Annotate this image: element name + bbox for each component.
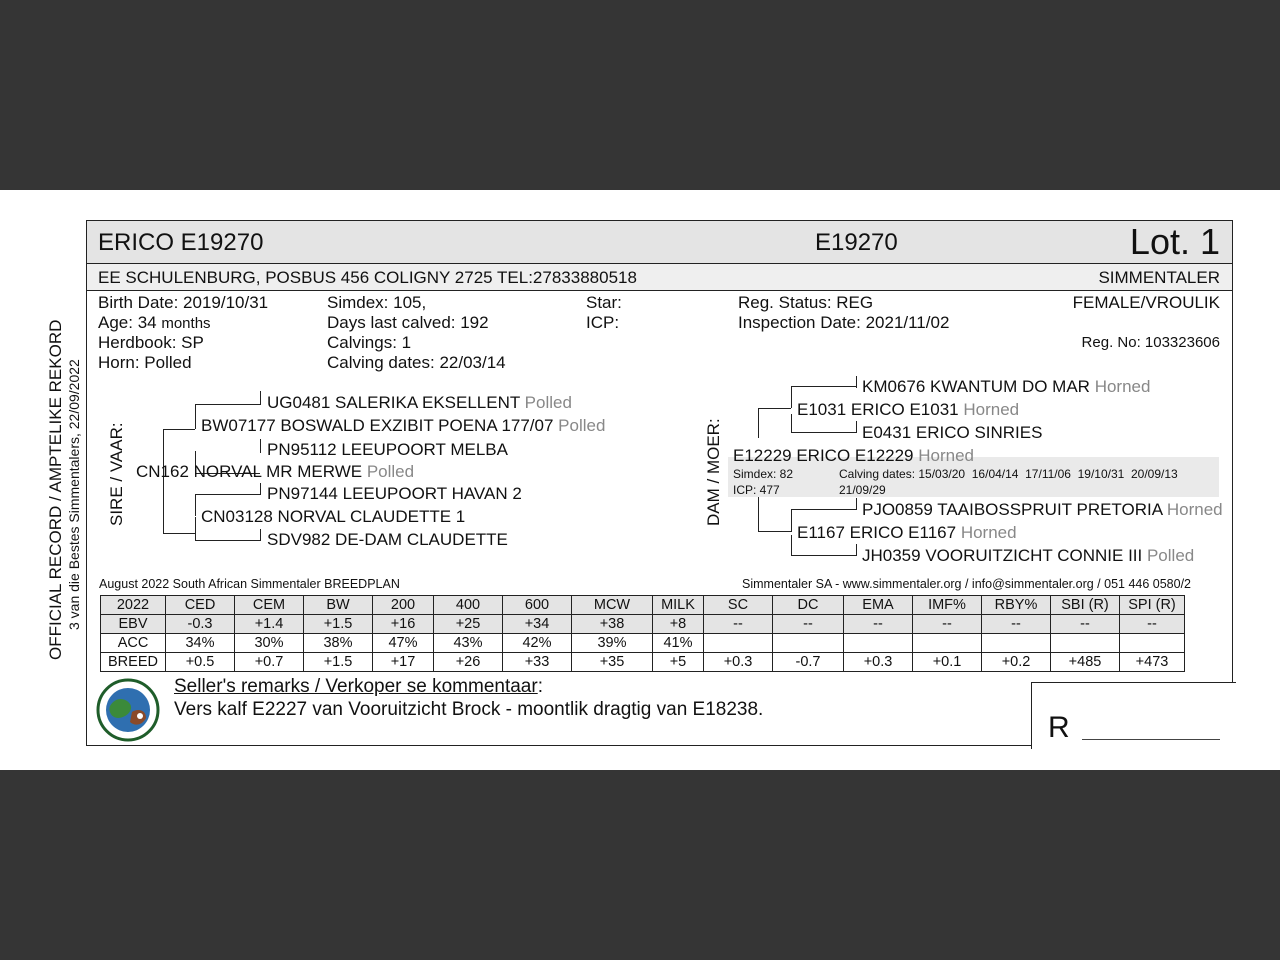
table-header-cell: CEM bbox=[235, 596, 304, 615]
card-header bbox=[87, 221, 1232, 264]
animal-name: ERICO E19270 bbox=[98, 229, 264, 256]
table-cell: 42% bbox=[503, 634, 572, 653]
owner-bar bbox=[87, 264, 1232, 291]
table-cell: +473 bbox=[1120, 653, 1185, 672]
table-header-cell: 400 bbox=[434, 596, 503, 615]
breedplan-table bbox=[100, 595, 1185, 672]
table-cell: -- bbox=[704, 615, 773, 634]
table-cell bbox=[1120, 634, 1185, 653]
price-label: R bbox=[1048, 711, 1070, 744]
table-cell bbox=[844, 634, 913, 653]
table-cell: +0.7 bbox=[235, 653, 304, 672]
age bbox=[98, 313, 211, 333]
table-cell: +0.1 bbox=[913, 653, 982, 672]
remarks-text: Vers kalf E2227 van Vooruitzicht Brock - moontlik dragtig van E18238. bbox=[174, 699, 764, 720]
official-record-label: OFFICIAL RECORD / AMPTELIKE REKORD bbox=[46, 319, 65, 660]
simdex: Simdex: 105, bbox=[327, 293, 427, 312]
reg-number: Reg. No: 103323606 bbox=[1081, 334, 1220, 351]
dam-calving-dates: Calving dates: 15/03/20 16/04/14 17/11/06 19/10/31 20/09/13 bbox=[839, 467, 1178, 481]
sire-label: SIRE / VAAR: bbox=[107, 422, 126, 526]
pedigree-dds-name: PJO0859 TAAIBOSSPRUIT PRETORIA bbox=[862, 500, 1163, 519]
table-cell: EBV bbox=[101, 615, 166, 634]
table-cell: -- bbox=[1051, 615, 1120, 634]
pedigree-dam-name: E12229 ERICO E12229 bbox=[733, 446, 914, 465]
pedigree-dsd-name: E0431 ERICO SINRIES bbox=[862, 423, 1043, 442]
table-cell: +8 bbox=[653, 615, 704, 634]
pedigree-dam-sire-name: E1031 ERICO E1031 bbox=[797, 400, 959, 419]
table-cell: -0.7 bbox=[773, 653, 844, 672]
table-header-cell: SPI (R) bbox=[1120, 596, 1185, 615]
pedigree-ddd-horn: Polled bbox=[1146, 546, 1195, 565]
pedigree-dam-dam-horn: Horned bbox=[960, 523, 1017, 542]
pedigree-sdd-name: SDV982 DE-DAM CLAUDETTE bbox=[267, 530, 508, 549]
animal-card bbox=[86, 220, 1233, 746]
pedigree-dam-sire bbox=[797, 400, 1019, 420]
table-header-cell: MILK bbox=[653, 596, 704, 615]
table-cell: +25 bbox=[434, 615, 503, 634]
pedigree-sire-sire-name: BW07177 BOSWALD EXZIBIT POENA 177/07 bbox=[201, 416, 554, 435]
breedplan-contact: Simmentaler SA - www.simmentaler.org / info@simmentaler.org / 051 446 0580/2 bbox=[742, 577, 1192, 591]
table-row-breed bbox=[101, 653, 1185, 672]
table-header-row bbox=[101, 596, 1185, 615]
table-cell: 41% bbox=[653, 634, 704, 653]
herdbook: Herdbook: SP bbox=[98, 333, 204, 352]
pedigree-sire-dam bbox=[201, 507, 465, 527]
horn-status: Horn: Polled bbox=[98, 353, 192, 372]
pedigree-sds-name: PN97144 LEEUPOORT HAVAN 2 bbox=[267, 484, 522, 503]
inspection-date: Inspection Date: 2021/11/02 bbox=[738, 313, 950, 332]
table-header-cell: 200 bbox=[373, 596, 434, 615]
table-cell bbox=[913, 634, 982, 653]
table-cell: -- bbox=[773, 615, 844, 634]
dam-label: DAM / MOER: bbox=[704, 418, 723, 526]
pedigree-dam-dam bbox=[797, 523, 1017, 543]
table-cell: +485 bbox=[1051, 653, 1120, 672]
table-cell bbox=[1051, 634, 1120, 653]
pedigree-sire-dam-name: CN03128 NORVAL CLAUDETTE 1 bbox=[201, 507, 466, 526]
lot-card-sheet bbox=[0, 190, 1280, 770]
pedigree-dss-horn: Horned bbox=[1094, 377, 1151, 396]
table-cell: 39% bbox=[572, 634, 653, 653]
price-line bbox=[1082, 739, 1220, 740]
table-cell: +33 bbox=[503, 653, 572, 672]
table-cell: -0.3 bbox=[166, 615, 235, 634]
pedigree-sire-sire bbox=[201, 416, 605, 436]
table-cell: +35 bbox=[572, 653, 653, 672]
table-cell: 43% bbox=[434, 634, 503, 653]
star: Star: bbox=[586, 293, 622, 312]
dam-icp: ICP: 477 bbox=[733, 483, 780, 497]
table-cell: ACC bbox=[101, 634, 166, 653]
pedigree-sire-horn: Polled bbox=[366, 462, 415, 481]
table-header-cell: EMA bbox=[844, 596, 913, 615]
table-cell: +38 bbox=[572, 615, 653, 634]
pedigree-sss bbox=[267, 393, 572, 413]
pedigree-dsd bbox=[862, 423, 1042, 443]
table-row-ebv bbox=[101, 615, 1185, 634]
table-header-cell: BW bbox=[304, 596, 373, 615]
table-cell: 34% bbox=[166, 634, 235, 653]
pedigree-ddd-name: JH0359 VOORUITZICHT CONNIE III bbox=[862, 546, 1143, 565]
sale-date-label: 3 van die Bestes Simmentalers, 22/09/2022 bbox=[66, 359, 82, 630]
pedigree-sire bbox=[136, 462, 414, 482]
table-cell bbox=[704, 634, 773, 653]
simmentaler-logo-icon bbox=[96, 678, 160, 742]
sex: FEMALE/VROULIK bbox=[1072, 293, 1220, 312]
table-header-cell: MCW bbox=[572, 596, 653, 615]
table-cell: +17 bbox=[373, 653, 434, 672]
table-cell: 47% bbox=[373, 634, 434, 653]
table-cell bbox=[773, 634, 844, 653]
table-header-cell: DC bbox=[773, 596, 844, 615]
breedplan-source: August 2022 South African Simmentaler BREEDPLAN bbox=[99, 577, 400, 591]
lot-number: Lot. 1 bbox=[1129, 221, 1220, 262]
pedigree-sss-horn: Polled bbox=[524, 393, 572, 412]
days-last-calved: Days last calved: 192 bbox=[327, 313, 489, 332]
table-cell: +0.3 bbox=[844, 653, 913, 672]
owner-address: EE SCHULENBURG, POSBUS 456 COLIGNY 2725 TEL:27833880518 bbox=[98, 268, 637, 287]
table-cell: +16 bbox=[373, 615, 434, 634]
table-cell: -- bbox=[913, 615, 982, 634]
table-row-acc bbox=[101, 634, 1185, 653]
age-unit: months bbox=[161, 315, 211, 332]
table-cell: -- bbox=[844, 615, 913, 634]
remarks-colon: : bbox=[537, 676, 543, 697]
pedigree-ddd bbox=[862, 546, 1194, 566]
table-header-cell: RBY% bbox=[982, 596, 1051, 615]
table-cell: +1.4 bbox=[235, 615, 304, 634]
table-cell: -- bbox=[982, 615, 1051, 634]
pedigree-dam-horn: Horned bbox=[918, 446, 975, 465]
remarks-title: Seller's remarks / Verkoper se kommentaar bbox=[174, 676, 538, 697]
pedigree-ssd bbox=[267, 440, 508, 460]
table-header-cell: CED bbox=[166, 596, 235, 615]
remarks-heading bbox=[174, 676, 543, 698]
pedigree-sire-name: CN162 NORVAL MR MERWE bbox=[136, 462, 363, 481]
pedigree-dds bbox=[862, 500, 1223, 520]
calvings: Calvings: 1 bbox=[327, 333, 412, 352]
table-header-cell: SC bbox=[704, 596, 773, 615]
icp: ICP: bbox=[586, 313, 620, 332]
table-cell: 30% bbox=[235, 634, 304, 653]
reg-status: Reg. Status: REG bbox=[738, 293, 874, 312]
calving-dates: Calving dates: 22/03/14 bbox=[327, 353, 506, 372]
pedigree-dss bbox=[862, 377, 1150, 397]
birth-date: Birth Date: 2019/10/31 bbox=[98, 293, 269, 312]
table-header-cell: IMF% bbox=[913, 596, 982, 615]
pedigree-dam-dam-name: E1167 ERICO E1167 bbox=[797, 523, 957, 542]
dam-simdex: Simdex: 82 bbox=[733, 467, 794, 481]
price-box[interactable] bbox=[1031, 682, 1236, 749]
pedigree-dds-horn: Horned bbox=[1166, 500, 1223, 519]
table-cell: +0.5 bbox=[166, 653, 235, 672]
pedigree-ssd-name: PN95112 LEEUPOORT MELBA bbox=[267, 440, 508, 459]
table-cell: +1.5 bbox=[304, 653, 373, 672]
table-header-cell: SBI (R) bbox=[1051, 596, 1120, 615]
pedigree-sdd bbox=[267, 530, 508, 550]
pedigree-sss-name: UG0481 SALERIKA EKSELLENT bbox=[267, 393, 520, 412]
pedigree-dss-name: KM0676 KWANTUM DO MAR bbox=[862, 377, 1090, 396]
table-cell: BREED bbox=[101, 653, 166, 672]
animal-id: E19270 bbox=[815, 229, 898, 256]
pedigree-dam-sire-horn: Horned bbox=[963, 400, 1020, 419]
table-cell: -- bbox=[1120, 615, 1185, 634]
pedigree-dds-clip bbox=[862, 500, 1234, 524]
table-cell: +34 bbox=[503, 615, 572, 634]
table-cell: +1.5 bbox=[304, 615, 373, 634]
pedigree-sire-sire-horn: Polled bbox=[558, 416, 606, 435]
table-cell: +5 bbox=[653, 653, 704, 672]
table-cell: +0.3 bbox=[704, 653, 773, 672]
table-cell: 38% bbox=[304, 634, 373, 653]
dam-calving-dates-2: 21/09/29 bbox=[839, 483, 886, 497]
pedigree-sds bbox=[267, 484, 522, 504]
age-value: Age: 34 bbox=[98, 313, 157, 332]
table-header-cell: 600 bbox=[503, 596, 572, 615]
table-cell bbox=[982, 634, 1051, 653]
table-header-cell: 2022 bbox=[101, 596, 166, 615]
table-cell: +26 bbox=[434, 653, 503, 672]
breed-name: SIMMENTALER bbox=[1098, 268, 1220, 287]
table-cell: +0.2 bbox=[982, 653, 1051, 672]
pedigree-dam bbox=[733, 446, 974, 466]
